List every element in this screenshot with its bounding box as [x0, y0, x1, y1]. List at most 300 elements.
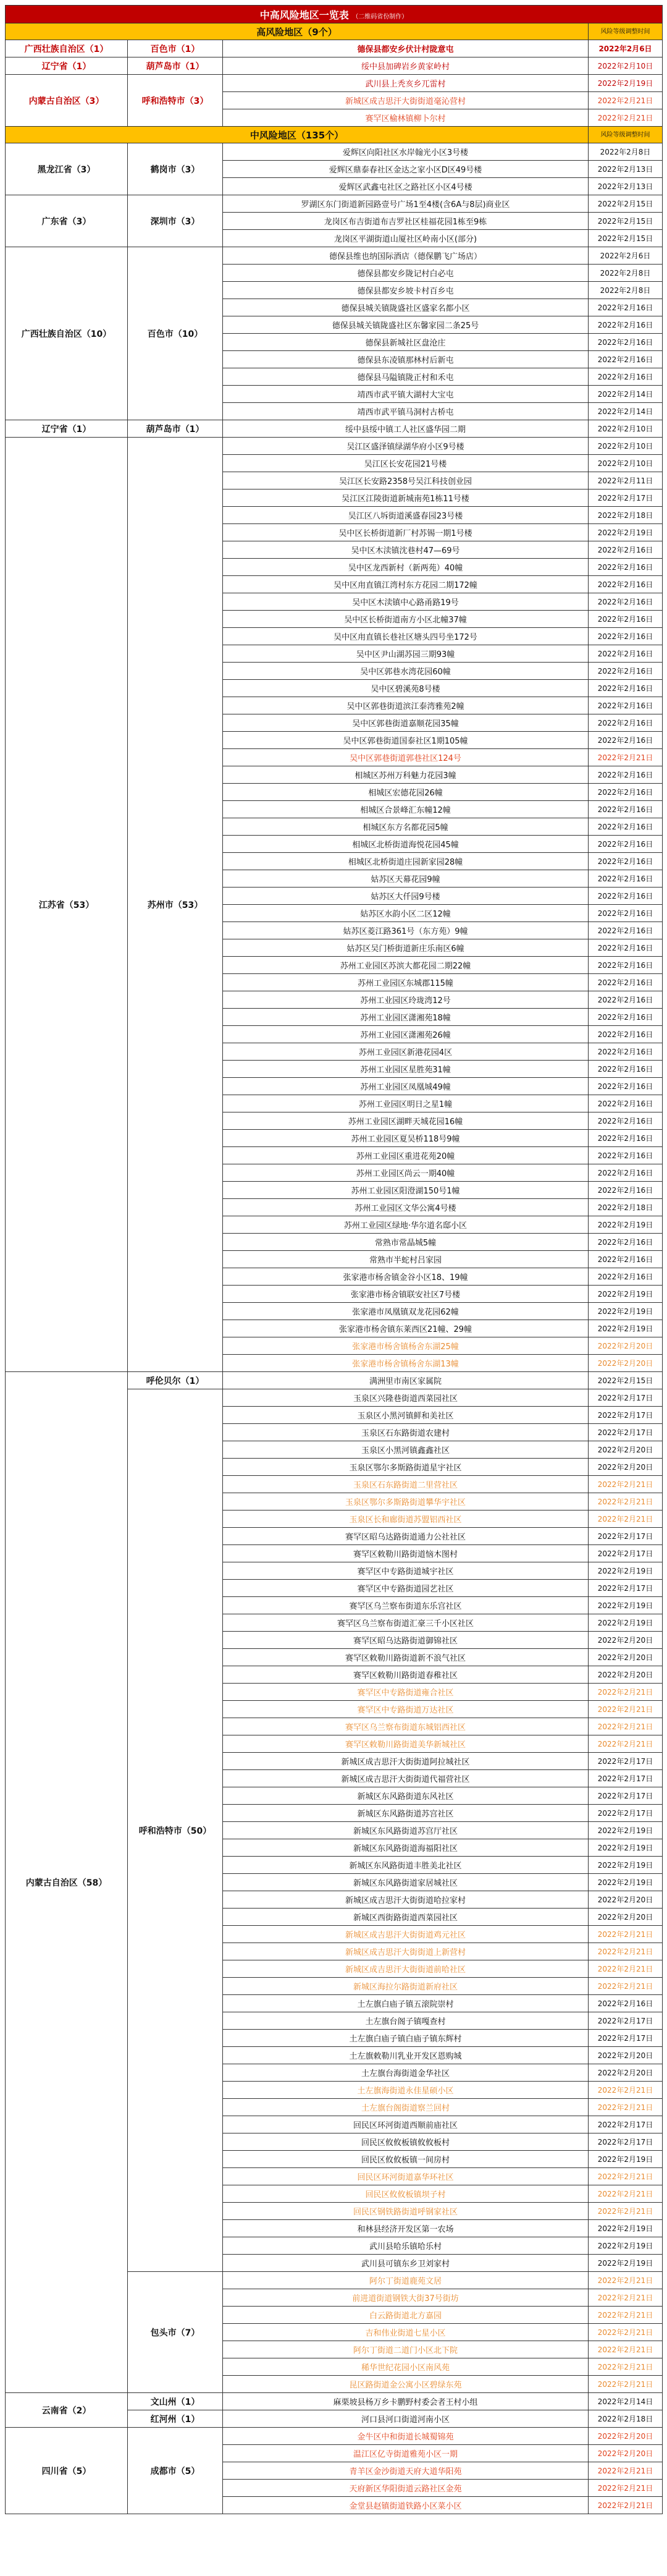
- adjust-date: 2022年2月21日: [589, 2341, 663, 2358]
- adjust-date: 2022年2月10日: [589, 420, 663, 438]
- date-column-header: 风险等级调整时间: [589, 127, 663, 143]
- adjust-date: 2022年2月21日: [589, 749, 663, 766]
- adjust-date: 2022年2月17日: [589, 1424, 663, 1441]
- area-address: 常熟市半蛇村吕家园: [223, 1251, 589, 1268]
- area-address: 德保县新城社区盘沧庄: [223, 334, 589, 351]
- adjust-date: 2022年2月15日: [589, 213, 663, 230]
- table-title-cell: [6, 6, 663, 23]
- adjust-date: 2022年2月21日: [589, 1926, 663, 1943]
- area-address: 土左旗台海街道金华社区: [223, 2064, 589, 2082]
- area-address: 金牛区中和街道长城蜀锦苑: [223, 2428, 589, 2445]
- adjust-date: 2022年2月16日: [589, 1061, 663, 1078]
- area-address: 靖西市武平镇马洞村古桥屯: [223, 403, 589, 420]
- adjust-date: 2022年2月16日: [589, 316, 663, 334]
- area-address: 吴中区郭巷街道郭巷社区124号: [223, 749, 589, 766]
- adjust-date: 2022年2月19日: [589, 75, 663, 92]
- area-address: 温江区亿寺街道雅苑小区一期: [223, 2445, 589, 2462]
- adjust-date: 2022年2月21日: [589, 2497, 663, 2514]
- adjust-date: 2022年2月21日: [589, 1978, 663, 1995]
- adjust-date: 2022年2月16日: [589, 645, 663, 663]
- area-address: 姑苏区菱江路361号（东方苑）9幢: [223, 922, 589, 939]
- area-address: 赛罕区敕勒川路街道新不浪气社区: [223, 1649, 589, 1666]
- adjust-date: 2022年2月19日: [589, 1597, 663, 1614]
- table-row: [6, 2428, 663, 2445]
- area-address: 德保县维也纳国际酒店（德保鹏飞广场店）: [223, 247, 589, 265]
- province-cell: 四川省（5）: [6, 2428, 128, 2514]
- area-address: 吴江区江陵街道新城南苑1栋11号楼: [223, 489, 589, 507]
- adjust-date: 2022年2月21日: [589, 2462, 663, 2480]
- area-address: 张家港市杨舍镇金谷小区18、19幢: [223, 1268, 589, 1286]
- area-address: 赛罕区昭乌达路街道通力公社社区: [223, 1528, 589, 1545]
- adjust-date: 2022年2月16日: [589, 1009, 663, 1026]
- adjust-date: 2022年2月16日: [589, 905, 663, 922]
- province-cell: 广西壮族自治区（10）: [6, 247, 128, 420]
- province-cell: 云南省（2）: [6, 2393, 128, 2428]
- area-address: 玉泉区长和廊街道苏盟铝西社区: [223, 1510, 589, 1528]
- area-address: 苏州工业园区重进花苑20幢: [223, 1147, 589, 1164]
- adjust-date: 2022年2月8日: [589, 282, 663, 299]
- adjust-date: 2022年2月21日: [589, 92, 663, 109]
- adjust-date: 2022年2月16日: [589, 559, 663, 576]
- area-address: 满洲里市南区家属院: [223, 1372, 589, 1389]
- adjust-date: 2022年2月16日: [589, 1268, 663, 1286]
- city-cell: 葫芦岛市（1）: [128, 420, 223, 438]
- table-row: [6, 438, 663, 455]
- adjust-date: 2022年2月20日: [589, 2428, 663, 2445]
- area-address: 天府新区华阳街道云路社区金苑: [223, 2480, 589, 2497]
- table-title: 中高风险地区一览表: [259, 9, 349, 21]
- area-address: 土左旗海街道永佳星硕小区: [223, 2082, 589, 2099]
- adjust-date: 2022年2月16日: [589, 784, 663, 801]
- city-cell: 深圳市（3）: [128, 195, 223, 247]
- adjust-date: 2022年2月16日: [589, 991, 663, 1009]
- date-column-header: 风险等级调整时间: [589, 23, 663, 40]
- adjust-date: 2022年2月21日: [589, 1493, 663, 1510]
- area-address: 苏州工业园区阳澄湖150号1幢: [223, 1182, 589, 1199]
- area-address: 前进道街道钢铁大街37号街坊: [223, 2289, 589, 2307]
- city-cell: 呼和浩特市（3）: [128, 75, 223, 127]
- section-title: 中风险地区（135个）: [6, 127, 589, 143]
- area-address: 姑苏区大仟园9号楼: [223, 888, 589, 905]
- area-address: 玉泉区鄂尔多斯路街道攀华宇社区: [223, 1493, 589, 1510]
- area-address: 吴中区甪直镇长巷社区塘头四号坐172号: [223, 628, 589, 645]
- area-address: 回民区环河街道西顺前庙社区: [223, 2116, 589, 2133]
- area-address: 吴江区八坼街道溪盛春园23号楼: [223, 507, 589, 524]
- adjust-date: 2022年2月16日: [589, 1164, 663, 1182]
- adjust-date: 2022年2月16日: [589, 1026, 663, 1043]
- adjust-date: 2022年2月15日: [589, 195, 663, 213]
- adjust-date: 2022年2月17日: [589, 1753, 663, 1770]
- adjust-date: 2022年2月16日: [589, 888, 663, 905]
- area-address: 爱辉区鼎泰春社区金达之家小区D区49号楼: [223, 161, 589, 178]
- area-address: 吴中区尹山湖苏园三期93幢: [223, 645, 589, 663]
- area-address: 苏州工业园区绿地·华尔道名邸小区: [223, 1216, 589, 1234]
- adjust-date: 2022年2月16日: [589, 1234, 663, 1251]
- area-address: 土左旗台阁街道察兰回村: [223, 2099, 589, 2116]
- adjust-date: 2022年2月18日: [589, 507, 663, 524]
- city-cell: 包头市（7）: [128, 2272, 223, 2393]
- adjust-date: 2022年2月15日: [589, 230, 663, 247]
- adjust-date: 2022年2月14日: [589, 386, 663, 403]
- area-address: 白云路街道北方嘉园: [223, 2307, 589, 2324]
- area-address: 吴中区碧溪苑8号楼: [223, 680, 589, 697]
- area-address: 绥中县绥中镇工人社区盛华园二期: [223, 420, 589, 438]
- adjust-date: 2022年2月16日: [589, 836, 663, 853]
- adjust-date: 2022年2月16日: [589, 351, 663, 368]
- adjust-date: 2022年2月20日: [589, 1649, 663, 1666]
- adjust-date: 2022年2月21日: [589, 2099, 663, 2116]
- adjust-date: 2022年2月21日: [589, 1701, 663, 1718]
- adjust-date: 2022年2月17日: [589, 1389, 663, 1407]
- area-address: 回民区攸攸板镇攸攸板村: [223, 2133, 589, 2151]
- adjust-date: 2022年2月8日: [589, 143, 663, 161]
- adjust-date: 2022年2月21日: [589, 2376, 663, 2393]
- area-address: 龙岗区平湖街道山厦社区岭南小区(部分): [223, 230, 589, 247]
- adjust-date: 2022年2月14日: [589, 403, 663, 420]
- area-address: 吴中区长桥街道南方小区北幢37幢: [223, 611, 589, 628]
- area-address: 新城区海拉尔路街道新府社区: [223, 1978, 589, 1995]
- area-address: 德保县马隘镇陇正村和禾屯: [223, 368, 589, 386]
- area-address: 吴中区郭巷街道嘉顺花园35幢: [223, 714, 589, 732]
- adjust-date: 2022年2月16日: [589, 732, 663, 749]
- area-address: 姑苏区天幕花园9幢: [223, 870, 589, 888]
- area-address: 德保县城关镇陇盛社区盛家名都小区: [223, 299, 589, 316]
- adjust-date: 2022年2月20日: [589, 2445, 663, 2462]
- adjust-date: 2022年2月17日: [589, 1770, 663, 1787]
- adjust-date: 2022年2月19日: [589, 1216, 663, 1234]
- adjust-date: 2022年2月19日: [589, 1562, 663, 1580]
- adjust-date: 2022年2月16日: [589, 299, 663, 316]
- adjust-date: 2022年2月16日: [589, 1130, 663, 1147]
- area-address: 昆区路街道金公寓小区碧绿东苑: [223, 2376, 589, 2393]
- city-cell: 百色市（10）: [128, 247, 223, 420]
- area-address: 苏州工业园区潇湘苑18幢: [223, 1009, 589, 1026]
- table-row: [6, 57, 663, 75]
- area-address: 张家港市凤凰镇双龙花园62幢: [223, 1303, 589, 1320]
- province-cell: 辽宁省（1）: [6, 420, 128, 438]
- adjust-date: 2022年2月19日: [589, 1614, 663, 1632]
- adjust-date: 2022年2月21日: [589, 1476, 663, 1493]
- risk-area-table: [5, 5, 663, 2514]
- city-cell: 鹤岗市（3）: [128, 143, 223, 195]
- adjust-date: 2022年2月6日: [589, 40, 663, 57]
- adjust-date: 2022年2月21日: [589, 2324, 663, 2341]
- adjust-date: 2022年2月20日: [589, 1441, 663, 1459]
- adjust-date: 2022年2月21日: [589, 2168, 663, 2185]
- adjust-date: 2022年2月19日: [589, 1286, 663, 1303]
- adjust-date: 2022年2月16日: [589, 697, 663, 714]
- area-address: 赛罕区中专路街道雍合社区: [223, 1684, 589, 1701]
- area-address: 赛罕区敕勒川路街道美华新城社区: [223, 1735, 589, 1753]
- table-row: [6, 195, 663, 213]
- area-address: 苏州工业园区苏滨大都花园二期22幢: [223, 957, 589, 974]
- area-address: 玉泉区小黑河镇鲜和美社区: [223, 1407, 589, 1424]
- area-address: 青羊区金沙街道天府大道华阳苑: [223, 2462, 589, 2480]
- area-address: 吴中区郭巷街道国泰社区1期105幢: [223, 732, 589, 749]
- area-address: 张家港市杨舍镇联安社区7号楼: [223, 1286, 589, 1303]
- area-address: 吴江区长安路2358号吴江科技创业园: [223, 472, 589, 489]
- adjust-date: 2022年2月17日: [589, 2133, 663, 2151]
- adjust-date: 2022年2月21日: [589, 2082, 663, 2099]
- city-cell: 呼伦贝尔（1）: [128, 1372, 223, 1389]
- area-address: 苏州工业园区夏吴桥118号9幢: [223, 1130, 589, 1147]
- area-address: 苏州工业园区明日之星1幢: [223, 1095, 589, 1112]
- area-address: 土左旗台阁子镇嘎查村: [223, 2012, 589, 2030]
- area-address: 新城区东风路街道家居城社区: [223, 1874, 589, 1891]
- area-address: 赛罕区敕勒川路街道恼木图村: [223, 1545, 589, 1562]
- adjust-date: 2022年2月16日: [589, 611, 663, 628]
- adjust-date: 2022年2月20日: [589, 1891, 663, 1909]
- adjust-date: 2022年2月16日: [589, 853, 663, 870]
- table-row: [6, 75, 663, 92]
- adjust-date: 2022年2月21日: [589, 1960, 663, 1978]
- adjust-date: 2022年2月19日: [589, 2151, 663, 2168]
- adjust-date: 2022年2月21日: [589, 1684, 663, 1701]
- area-address: 爱辉区武鑫屯社区之路社区小区4号楼: [223, 178, 589, 195]
- table-row: [6, 40, 663, 57]
- table-title-row: [6, 6, 663, 23]
- adjust-date: 2022年2月21日: [589, 109, 663, 127]
- adjust-date: 2022年2月21日: [589, 1510, 663, 1528]
- adjust-date: 2022年2月16日: [589, 1147, 663, 1164]
- area-address: 新城区成吉思汗大街街道鸡元社区: [223, 1926, 589, 1943]
- province-cell: 内蒙古自治区（3）: [6, 75, 128, 127]
- area-address: 相城区苏州万科魅力花园3幢: [223, 766, 589, 784]
- area-address: 河口县河口街道河南小区: [223, 2410, 589, 2428]
- adjust-date: 2022年2月20日: [589, 1909, 663, 1926]
- adjust-date: 2022年2月18日: [589, 2410, 663, 2428]
- adjust-date: 2022年2月16日: [589, 974, 663, 991]
- area-address: 玉泉区鄂尔多斯路街道星宇社区: [223, 1459, 589, 1476]
- area-address: 吴江区盛泽镇绿湖华府小区9号楼: [223, 438, 589, 455]
- area-address: 张家港市杨舍镇杨舍东湖13幢: [223, 1355, 589, 1372]
- area-address: 绥中县加碑岩乡黄家岭村: [223, 57, 589, 75]
- area-address: 武川县上秃亥乡兀雷村: [223, 75, 589, 92]
- area-address: 德保县都安乡伏计村陇意屯: [223, 40, 589, 57]
- area-address: 爱辉区向阳社区水岸翰光小区3号楼: [223, 143, 589, 161]
- area-address: 玉泉区石东路街道二里营社区: [223, 1476, 589, 1493]
- city-cell: 红河州（1）: [128, 2410, 223, 2428]
- adjust-date: 2022年2月13日: [589, 178, 663, 195]
- adjust-date: 2022年2月21日: [589, 2185, 663, 2203]
- area-address: 回民区环河街道嘉华环社区: [223, 2168, 589, 2185]
- area-address: 赛罕区敕勒川路街道春稚社区: [223, 1666, 589, 1684]
- area-address: 相城区东方名都花园5幢: [223, 818, 589, 836]
- adjust-date: 2022年2月16日: [589, 1112, 663, 1130]
- area-address: 新城区成吉思汗大街街道哈拉家村: [223, 1891, 589, 1909]
- area-address: 阿尔丁街道鹿苑文居: [223, 2272, 589, 2289]
- area-address: 德保县都安乡坡卡村百乡屯: [223, 282, 589, 299]
- area-address: 稀华世纪花园小区南风苑: [223, 2358, 589, 2376]
- adjust-date: 2022年2月16日: [589, 1251, 663, 1268]
- adjust-date: 2022年2月20日: [589, 2064, 663, 2082]
- adjust-date: 2022年2月21日: [589, 1735, 663, 1753]
- adjust-date: 2022年2月10日: [589, 438, 663, 455]
- adjust-date: 2022年2月16日: [589, 680, 663, 697]
- table-subtitle: （二维码省份制作）: [352, 13, 408, 20]
- area-address: 和林县经济开发区第一农场: [223, 2220, 589, 2237]
- area-address: 回民区攸攸板镇坝子村: [223, 2185, 589, 2203]
- area-address: 玉泉区小黑河镇鑫鑫社区: [223, 1441, 589, 1459]
- adjust-date: 2022年2月16日: [589, 922, 663, 939]
- adjust-date: 2022年2月16日: [589, 801, 663, 818]
- province-cell: 广西壮族自治区（1）: [6, 40, 128, 57]
- section-header-row: [6, 127, 663, 143]
- area-address: 土左旗白庙子镇白庙子镇东辉村: [223, 2030, 589, 2047]
- area-address: 新城区东风路街道苏宫社区: [223, 1805, 589, 1822]
- adjust-date: 2022年2月16日: [589, 541, 663, 559]
- area-address: 赛罕区中专路街道万达社区: [223, 1701, 589, 1718]
- area-address: 新城区东风路街道丰胜美北社区: [223, 1857, 589, 1874]
- adjust-date: 2022年2月16日: [589, 368, 663, 386]
- adjust-date: 2022年2月17日: [589, 1580, 663, 1597]
- area-address: 土左旗敕勒川乳业开发区恩购城: [223, 2047, 589, 2064]
- area-address: 新城区东风路街道海福阳社区: [223, 1839, 589, 1857]
- adjust-date: 2022年2月16日: [589, 334, 663, 351]
- table-row: [6, 1372, 663, 1389]
- area-address: 吴中区郭巷街道滨江泰湾雅苑2幢: [223, 697, 589, 714]
- adjust-date: 2022年2月17日: [589, 2116, 663, 2133]
- adjust-date: 2022年2月16日: [589, 1078, 663, 1095]
- area-address: 麻栗坡县杨万乡卡鹏野村委会者王村小组: [223, 2393, 589, 2410]
- area-address: 苏州工业园区湖畔天城花园16幢: [223, 1112, 589, 1130]
- adjust-date: 2022年2月16日: [589, 576, 663, 593]
- adjust-date: 2022年2月21日: [589, 2358, 663, 2376]
- area-address: 德保县城关镇陇盛社区东馨家园二条25号: [223, 316, 589, 334]
- city-cell: 百色市（1）: [128, 40, 223, 57]
- area-address: 赛罕区榆林镇柳卜尔村: [223, 109, 589, 127]
- area-address: 相城区北桥街道海悦花园45幢: [223, 836, 589, 853]
- adjust-date: 2022年2月19日: [589, 1320, 663, 1337]
- city-cell: 苏州市（53）: [128, 438, 223, 1372]
- adjust-date: 2022年2月8日: [589, 265, 663, 282]
- section-header-row: [6, 23, 663, 40]
- adjust-date: 2022年2月21日: [589, 2289, 663, 2307]
- area-address: 武川县可镇东乡卫刘家村: [223, 2255, 589, 2272]
- adjust-date: 2022年2月19日: [589, 524, 663, 541]
- adjust-date: 2022年2月16日: [589, 766, 663, 784]
- area-address: 新城区成吉思汗大街街道前哈社区: [223, 1960, 589, 1978]
- adjust-date: 2022年2月10日: [589, 57, 663, 75]
- area-address: 新城区东风路街道东风社区: [223, 1787, 589, 1805]
- adjust-date: 2022年2月17日: [589, 489, 663, 507]
- area-address: 新城区西街路街道西菜园社区: [223, 1909, 589, 1926]
- adjust-date: 2022年2月16日: [589, 1043, 663, 1061]
- city-cell: 呼和浩特市（50）: [128, 1389, 223, 2272]
- area-address: 苏州工业园区东城郡115幢: [223, 974, 589, 991]
- area-address: 苏州工业园区文华公寓4号楼: [223, 1199, 589, 1216]
- adjust-date: 2022年2月14日: [589, 2393, 663, 2410]
- area-address: 吴中区甪直镇江湾村东方花园二期172幢: [223, 576, 589, 593]
- adjust-date: 2022年2月19日: [589, 1822, 663, 1839]
- area-address: 相城区合景峰汇东幢12幢: [223, 801, 589, 818]
- area-address: 苏州工业园区潇湘苑26幢: [223, 1026, 589, 1043]
- area-address: 新城区东风路街道苏宫厅社区: [223, 1822, 589, 1839]
- adjust-date: 2022年2月20日: [589, 1666, 663, 1684]
- area-address: 玉泉区石东路街道农建村: [223, 1424, 589, 1441]
- adjust-date: 2022年2月20日: [589, 2047, 663, 2064]
- city-cell: 文山州（1）: [128, 2393, 223, 2410]
- area-address: 靖西市武平镇大湖村大宝屯: [223, 386, 589, 403]
- area-address: 龙岗区布吉街道布吉罗社区桂福花园1栋至9栋: [223, 213, 589, 230]
- adjust-date: 2022年2月16日: [589, 1995, 663, 2012]
- area-address: 吴江区长安花园21号楼: [223, 455, 589, 472]
- area-address: 赛罕区乌兰察布街道东城铝西社区: [223, 1718, 589, 1735]
- adjust-date: 2022年2月6日: [589, 247, 663, 265]
- province-cell: 江苏省（53）: [6, 438, 128, 1372]
- city-cell: 葫芦岛市（1）: [128, 57, 223, 75]
- province-cell: 黑龙江省（3）: [6, 143, 128, 195]
- adjust-date: 2022年2月15日: [589, 1372, 663, 1389]
- city-cell: 成都市（5）: [128, 2428, 223, 2514]
- adjust-date: 2022年2月21日: [589, 2203, 663, 2220]
- adjust-date: 2022年2月16日: [589, 1182, 663, 1199]
- area-address: 德保县都安乡陇记村白必屯: [223, 265, 589, 282]
- table-row: [6, 2393, 663, 2410]
- area-address: 罗湖区东门街道新园路壹号广场1至4楼(含6A与8层)商业区: [223, 195, 589, 213]
- area-address: 赛罕区乌兰察布街道东乐宫社区: [223, 1597, 589, 1614]
- adjust-date: 2022年2月10日: [589, 455, 663, 472]
- area-address: 吉和伟业街道七星小区: [223, 2324, 589, 2341]
- area-address: 新城区成吉思汗大街街道阿拉城社区: [223, 1753, 589, 1770]
- area-address: 回民区攸攸板镇一间房村: [223, 2151, 589, 2168]
- adjust-date: 2022年2月16日: [589, 628, 663, 645]
- adjust-date: 2022年2月16日: [589, 593, 663, 611]
- adjust-date: 2022年2月17日: [589, 1407, 663, 1424]
- adjust-date: 2022年2月20日: [589, 1632, 663, 1649]
- area-address: 常熟市常晶城5幢: [223, 1234, 589, 1251]
- adjust-date: 2022年2月19日: [589, 1874, 663, 1891]
- area-address: 相城区宏德花园26幢: [223, 784, 589, 801]
- adjust-date: 2022年2月21日: [589, 2307, 663, 2324]
- province-cell: 辽宁省（1）: [6, 57, 128, 75]
- adjust-date: 2022年2月16日: [589, 957, 663, 974]
- adjust-date: 2022年2月11日: [589, 472, 663, 489]
- area-address: 姑苏区吴门桥街道新庄乐南区6幢: [223, 939, 589, 957]
- adjust-date: 2022年2月17日: [589, 1805, 663, 1822]
- area-address: 吴中区龙西新村（新两苑）40幢: [223, 559, 589, 576]
- adjust-date: 2022年2月20日: [589, 1459, 663, 1476]
- adjust-date: 2022年2月19日: [589, 2255, 663, 2272]
- area-address: 苏州工业园区凤凰城49幢: [223, 1078, 589, 1095]
- area-address: 玉泉区兴隆巷街道西菜园社区: [223, 1389, 589, 1407]
- adjust-date: 2022年2月17日: [589, 1545, 663, 1562]
- area-address: 吴中区木渎镇中心路甬路19号: [223, 593, 589, 611]
- area-address: 苏州工业园区玲珑湾12号: [223, 991, 589, 1009]
- area-address: 张家港市杨舍镇杨舍东湖25幢: [223, 1337, 589, 1355]
- adjust-date: 2022年2月17日: [589, 2030, 663, 2047]
- adjust-date: 2022年2月16日: [589, 818, 663, 836]
- adjust-date: 2022年2月19日: [589, 1857, 663, 1874]
- table-row: [6, 420, 663, 438]
- area-address: 吴中区长桥街道新厂村苏锡一期1号楼: [223, 524, 589, 541]
- table-row: [6, 247, 663, 265]
- adjust-date: 2022年2月17日: [589, 1528, 663, 1545]
- adjust-date: 2022年2月17日: [589, 2012, 663, 2030]
- adjust-date: 2022年2月19日: [589, 2220, 663, 2237]
- adjust-date: 2022年2月21日: [589, 2480, 663, 2497]
- adjust-date: 2022年2月17日: [589, 1787, 663, 1805]
- adjust-date: 2022年2月19日: [589, 1839, 663, 1857]
- adjust-date: 2022年2月20日: [589, 1337, 663, 1355]
- area-address: 金堂县赵镇街道铁路小区菜小区: [223, 2497, 589, 2514]
- adjust-date: 2022年2月16日: [589, 870, 663, 888]
- adjust-date: 2022年2月18日: [589, 1199, 663, 1216]
- area-address: 德保县东凌镇那林村后新屯: [223, 351, 589, 368]
- adjust-date: 2022年2月19日: [589, 1303, 663, 1320]
- province-cell: 内蒙古自治区（58）: [6, 1372, 128, 2393]
- adjust-date: 2022年2月16日: [589, 663, 663, 680]
